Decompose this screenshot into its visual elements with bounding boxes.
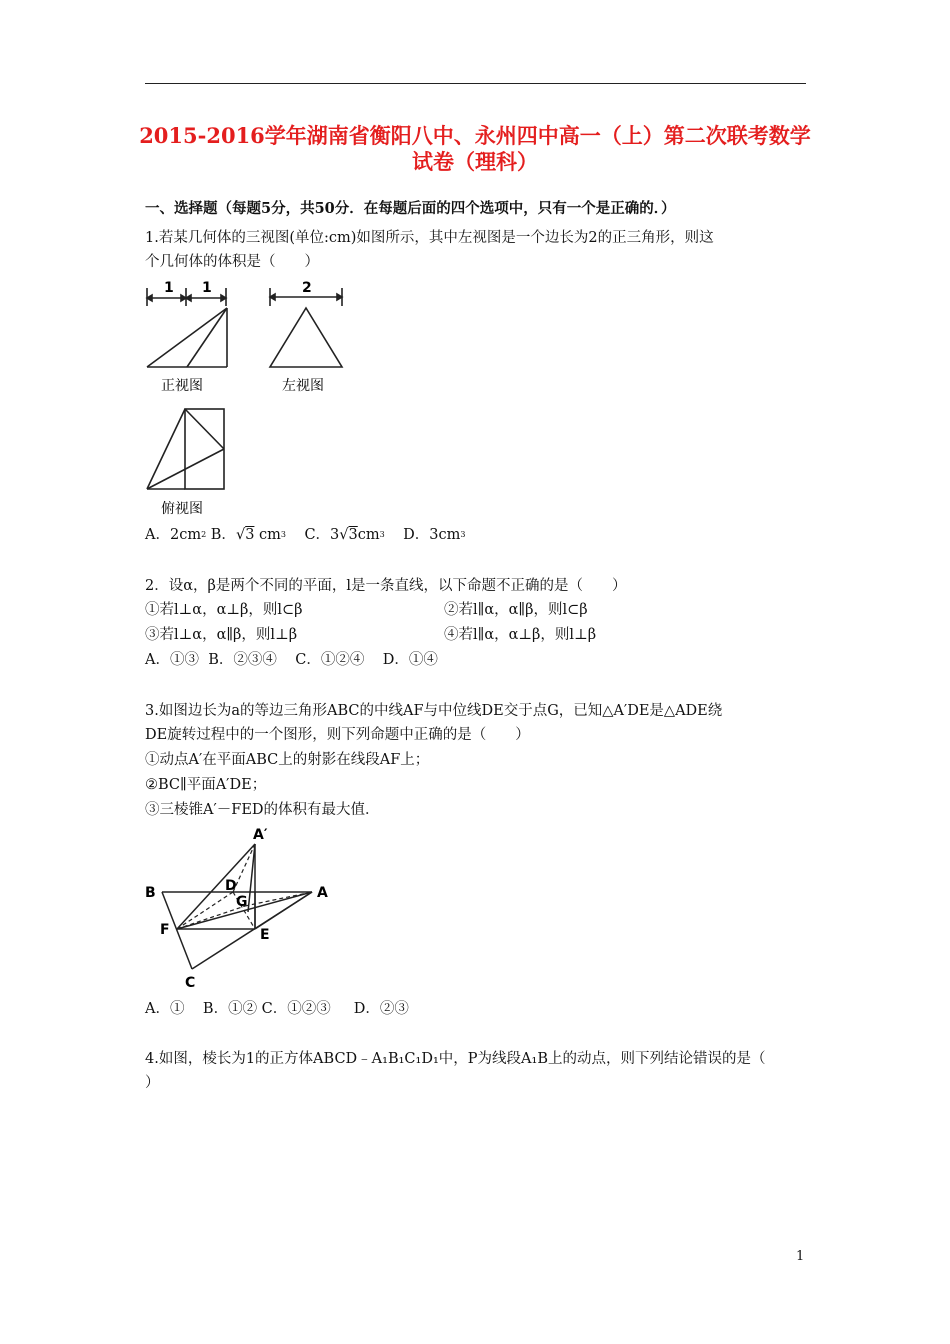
q1-text-line2: 个几何体的体积是（ ） <box>145 254 319 270</box>
q3-triangle-figure <box>140 824 340 999</box>
header-rule <box>145 83 806 84</box>
q3-text-line2: DE旋转过程中的一个图形，则下列命题中正确的是（ ） <box>145 727 530 743</box>
sqrt-symbol: √3 <box>339 527 358 543</box>
paper-title-line1: 2015-2016学年湖南省衡阳八中、永州四中高一（上）第二次联考数学 <box>139 123 811 148</box>
point-label-c: C <box>185 975 196 991</box>
q1-left-view-figure <box>262 280 362 405</box>
q1-option-b: B． <box>210 527 236 543</box>
page-number: 1 <box>796 1249 805 1264</box>
q1-text-line1: 1.若某几何体的三视图(单位:cm)如图所示，其中左视图是一个边长为2的正三角形，则这 <box>145 230 714 246</box>
point-label-g: G <box>236 894 248 910</box>
left-view-label: 左视图 <box>282 378 324 394</box>
point-label-b: B <box>145 885 156 901</box>
q1-option-c: C．3 <box>304 527 340 543</box>
q3-options: A．① B．①② C．①②③ D．②③ <box>145 1001 409 1017</box>
q4-text-line1: 4.如图，棱长为1的正方体ABCD﹣A₁B₁C₁D₁中，P为线段A₁B上的动点，则下列结论错误的是（ <box>145 1051 766 1067</box>
paper-title-line2: 试卷（理科） <box>412 149 538 174</box>
q3-statement-3: ③三棱锥A′－FED的体积有最大值． <box>145 802 380 818</box>
q1-options <box>145 525 465 545</box>
dim-label-1: 1 <box>164 280 174 296</box>
q1-top-view-figure <box>140 405 250 520</box>
point-label-d: D <box>225 878 237 894</box>
dim-label-2: 1 <box>202 280 212 296</box>
q2-proposition-3: ③若l⊥α，α∥β，则l⊥β <box>145 627 298 643</box>
point-label-e: E <box>260 927 270 943</box>
q4-text-line2: ） <box>145 1075 160 1091</box>
q1-option-a-exponent: 2 <box>201 530 207 539</box>
sqrt-symbol: √3 <box>235 527 255 543</box>
front-view-label: 正视图 <box>161 378 203 394</box>
dim-label-2cm: 2 <box>302 280 312 296</box>
q2-proposition-2: ②若l∥α，α∥β，则l⊂β <box>444 602 588 618</box>
point-label-f: F <box>160 922 170 938</box>
q3-statement-2: ②BC∥平面A′DE； <box>145 777 267 793</box>
section-heading: 一、选择题（每题5分，共50分．在每题后面的四个选项中，只有一个是正确的．） <box>145 200 676 217</box>
q1-option-d-exponent: 3 <box>460 530 466 539</box>
q1-option-a: A．2cm <box>145 527 202 543</box>
top-view-label: 俯视图 <box>161 501 203 517</box>
q2-options: A．①③ B．②③④ C．①②④ D．①④ <box>145 652 438 668</box>
q2-proposition-1: ①若l⊥α，α⊥β，则l⊂β <box>145 602 303 618</box>
point-label-a: A <box>317 885 328 901</box>
q1-option-c-radicand: 3 <box>348 527 358 543</box>
q1-option-c-exponent: 3 <box>379 530 385 539</box>
q1-option-c-unit: cm <box>357 527 380 543</box>
q2-text: 2．设α，β是两个不同的平面，l是一条直线，以下命题不正确的是（ ） <box>145 578 627 594</box>
q1-option-d: D．3cm <box>403 527 461 543</box>
q3-statement-1: ①动点A′在平面ABC上的射影在线段AF上； <box>145 752 430 768</box>
q1-option-b-exponent: 3 <box>280 530 286 539</box>
q2-proposition-4: ④若l∥α，α⊥β，则l⊥β <box>444 627 597 643</box>
q1-front-view-figure <box>140 280 250 405</box>
point-label-a-prime: A′ <box>253 827 268 843</box>
q3-text-line1: 3.如图边长为a的等边三角形ABC的中线AF与中位线DE交于点G，已知△A′DE是△ADE绕 <box>145 703 723 719</box>
q1-option-b-radicand: 3 <box>245 527 255 543</box>
q1-option-b-unit: cm <box>259 527 281 543</box>
